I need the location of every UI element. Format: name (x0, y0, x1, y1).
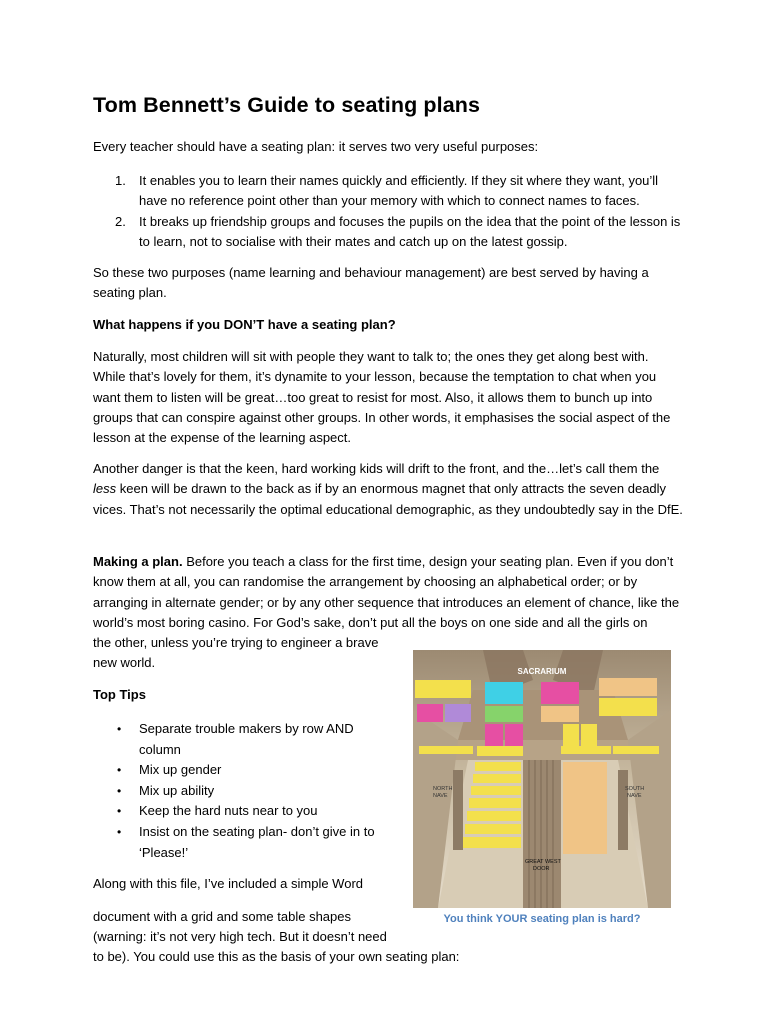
tip-text: Separate trouble makers by row AND column (139, 721, 354, 757)
danger-text-end: keen will be drawn to the back as if by an enormous magnet that only attracts the seven deadly vices. That’s not necessarily the optimal educational demographic, as they undoubtedly say in the DfE. (93, 481, 683, 517)
seating-block-peach (599, 678, 657, 696)
seating-block-pink (505, 724, 523, 746)
summary-paragraph: So these two purposes (name learning and behaviour management) are best served by having a seating plan. (93, 265, 649, 301)
danger-text-start: Another danger is that the keen, hard working kids will drift to the front, and the…let’s call them the (93, 461, 660, 476)
document-title: Tom Bennett’s Guide to seating plans (93, 93, 481, 117)
making-plan-line-b: new world. (93, 655, 156, 670)
north-nave-label: NORTH (433, 786, 453, 792)
seating-block-cyan (485, 682, 523, 704)
seating-block-pink (417, 704, 443, 722)
top-tips-heading: Top Tips (93, 687, 146, 702)
seating-plan-image (413, 650, 671, 908)
seating-block-pink (485, 724, 503, 746)
seating-block-pink (541, 682, 579, 704)
tips-list (93, 719, 393, 863)
tip-item (93, 781, 393, 802)
abbey-seating-illustration (413, 650, 671, 908)
great-west-door-label: GREAT WEST (525, 859, 561, 865)
closing-line-4: to be). You could use this as the basis of your own seating plan: (93, 949, 460, 964)
seating-block-peach (541, 706, 579, 722)
tip-text: Mix up ability (139, 782, 215, 798)
tip-text: Insist on the seating plan- don’t give in to ‘Please!’ (139, 823, 375, 860)
tip-item (93, 801, 393, 822)
danger-emphasis: less (93, 481, 117, 497)
purpose-number: 1. (115, 173, 126, 188)
closing-line-2: document with a grid and some table shapes (93, 909, 351, 924)
seating-block-green (485, 706, 523, 722)
making-plan-lead: Making a plan. (93, 554, 183, 569)
svg-text:NAVE: NAVE (433, 793, 448, 799)
bullet-icon: • (117, 783, 122, 798)
svg-text:DOOR: DOOR (533, 866, 550, 872)
purpose-text: It enables you to learn their names quickly and efficiently. If they sit where they want, you’ll have no reference point other than your memory with which to connect names to faces. (139, 173, 659, 209)
seating-block-yellow (419, 746, 473, 754)
tip-text: Keep the hard nuts near to you (139, 803, 318, 819)
seating-block-peach (563, 762, 607, 854)
purposes-list (93, 171, 683, 252)
purpose-text: It breaks up friendship groups and focuses the pupils on the idea that the point of the lesson is to learn, not to socialise with their mates and catch up on the latest gossip. (139, 213, 681, 249)
tip-text: Mix up gender (139, 762, 222, 778)
purpose-item (93, 212, 683, 253)
closing-line-1: Along with this file, I’ve included a simple Word (93, 876, 363, 891)
purpose-item (93, 171, 683, 212)
tip-item (93, 760, 393, 781)
bullet-icon: • (117, 804, 122, 819)
tip-item (93, 719, 393, 760)
seating-block-yellow (613, 746, 659, 754)
closing-line-3: (warning: it’s not very high tech. But it doesn’t need (93, 929, 387, 944)
question-heading: What happens if you DON’T have a seating plan? (93, 317, 396, 332)
tip-item (93, 822, 393, 863)
bullet-icon: • (117, 824, 122, 839)
seating-block-yellow (599, 698, 657, 716)
image-caption: You think YOUR seating plan is hard? (443, 913, 641, 925)
intro-paragraph: Every teacher should have a seating plan: it serves two very useful purposes: (93, 139, 539, 154)
seating-block-yellow (415, 680, 471, 698)
seating-block-violet (445, 704, 471, 722)
bullet-icon: • (117, 763, 122, 778)
seating-block-yellow (477, 746, 523, 756)
sacrarium-label: SACRARIUM (517, 667, 567, 676)
purpose-number: 2. (115, 213, 126, 229)
south-nave-label: SOUTH (625, 786, 645, 792)
making-plan-line-a: the other, unless you’re trying to engineer a brave (93, 635, 379, 650)
svg-text:NAVE: NAVE (627, 793, 642, 799)
danger-paragraph (93, 459, 683, 520)
making-plan-text: Before you teach a class for the first time, design your seating plan. Even if you don’t know them at all, you can randomise the arrangement by choosing an alphabetical order; or by arranging in alternate gender; or by any other sequence that introduces an element of chance, like the world’s most boring casino. For God’s sake, don’t put all the boys on one side and all the girls on (93, 554, 680, 630)
making-plan-paragraph (93, 552, 683, 633)
bullet-icon: • (117, 722, 122, 736)
naturally-paragraph: Naturally, most children will sit with people they want to talk to; the ones they get along best with. While that’s lovely for them, it’s dynamite to your lesson, because the temptation to chat when you want them to listen will be great…too great to resist for most. Also, it allows them to bunch up into groups that can conspire against other groups. In other words, it emphasises the social aspect of the lesson at the expense of the learning aspect. (93, 349, 671, 446)
seating-block-yellow (561, 746, 611, 754)
